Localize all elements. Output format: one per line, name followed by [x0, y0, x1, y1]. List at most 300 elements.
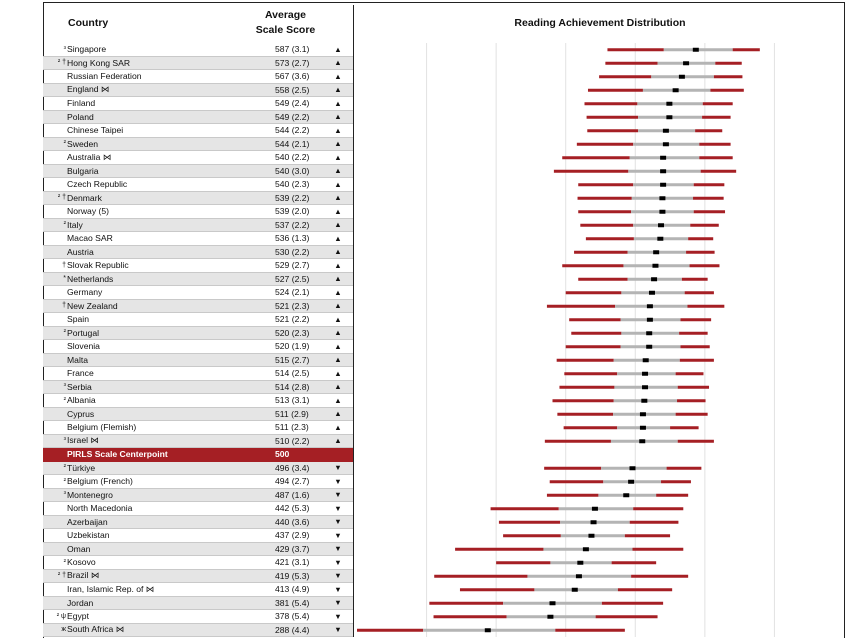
row-country: Sweden	[67, 138, 99, 149]
up-triangle-icon: ▲	[334, 193, 342, 203]
row-country: Netherlands	[67, 273, 114, 284]
mean-marker	[549, 601, 555, 605]
row-note: *	[63, 275, 66, 283]
percentile-band-high	[679, 332, 708, 335]
down-triangle-icon: ▼	[334, 584, 342, 594]
table-row	[43, 516, 353, 530]
mean-marker	[592, 507, 598, 511]
table-row	[43, 489, 353, 503]
row-country: New Zealand	[67, 300, 118, 311]
row-country: England ⋈	[67, 84, 110, 95]
mean-marker	[663, 142, 669, 146]
row-note: ³	[63, 383, 66, 391]
percentile-band-low	[566, 345, 621, 348]
mean-marker	[588, 534, 594, 538]
percentile-band-low	[547, 305, 615, 308]
row-score: 549 (2.2)	[275, 111, 310, 122]
row-score: 539 (2.0)	[275, 206, 310, 217]
mean-marker	[660, 156, 666, 160]
row-country: Belgium (Flemish)	[67, 422, 137, 433]
down-triangle-icon: ▼	[334, 517, 342, 527]
row-score: 573 (2.7)	[275, 57, 310, 68]
percentile-band-low	[587, 116, 638, 119]
row-score: 511 (2.9)	[275, 408, 309, 419]
row-score: 540 (2.3)	[275, 179, 310, 190]
percentile-band-high	[690, 224, 719, 227]
row-country: Slovak Republic	[67, 260, 129, 271]
up-triangle-icon: ▲	[334, 368, 342, 378]
row-country: Iran, Islamic Rep. of ⋈	[67, 583, 155, 594]
row-note: ³	[63, 45, 66, 53]
table-row	[43, 556, 353, 570]
row-score: 437 (2.9)	[275, 530, 310, 541]
mean-marker	[660, 183, 666, 187]
up-triangle-icon: ▲	[334, 287, 342, 297]
percentile-band-high	[701, 170, 736, 173]
row-note: ²	[63, 396, 66, 404]
percentile-band-low	[577, 143, 633, 146]
percentile-band-high	[656, 494, 688, 497]
mean-marker	[640, 412, 646, 416]
table-row	[43, 300, 353, 314]
percentile-band-high	[699, 156, 732, 159]
row-country: PIRLS Scale Centerpoint	[67, 449, 168, 460]
row-score: 494 (2.7)	[275, 476, 310, 487]
mean-marker	[485, 628, 491, 632]
mean-marker	[647, 318, 653, 322]
row-score: 540 (3.0)	[275, 165, 310, 176]
row-score: 413 (4.9)	[275, 584, 310, 595]
table-row	[43, 111, 353, 125]
down-triangle-icon: ▼	[334, 571, 342, 581]
percentile-band-high	[667, 467, 702, 470]
row-note: ² ψ	[56, 612, 66, 620]
up-triangle-icon: ▲	[334, 152, 342, 162]
row-country: Slovenia	[67, 341, 100, 352]
percentile-band-low	[580, 224, 633, 227]
percentile-band-low	[584, 102, 637, 105]
row-score: 514 (2.5)	[275, 368, 310, 379]
row-country: Malta	[67, 354, 89, 365]
table-row	[43, 543, 353, 557]
up-triangle-icon: ▲	[334, 71, 342, 81]
row-country: France	[67, 368, 94, 379]
percentile-band-high	[687, 305, 724, 308]
table-row	[43, 84, 353, 98]
down-triangle-icon: ▼	[334, 503, 342, 513]
table-row	[43, 259, 353, 273]
row-score: 515 (2.7)	[275, 354, 310, 365]
percentile-band-low	[544, 467, 601, 470]
up-triangle-icon: ▲	[334, 328, 342, 338]
top-rule	[43, 2, 844, 3]
row-score: 537 (2.2)	[275, 219, 310, 230]
row-country: Bulgaria	[67, 165, 99, 176]
percentile-band-high	[715, 62, 741, 65]
table-row	[43, 367, 353, 381]
percentile-band-high	[682, 278, 708, 281]
percentile-band-high	[630, 521, 679, 524]
header-distribution: Reading Achievement Distribution	[514, 17, 686, 29]
percentile-band-high	[688, 237, 713, 240]
percentile-band-low	[564, 372, 617, 375]
up-triangle-icon: ▲	[334, 301, 342, 311]
row-country: North Macedonia	[67, 503, 133, 514]
up-triangle-icon: ▲	[334, 355, 342, 365]
row-country: Portugal	[67, 327, 100, 338]
down-triangle-icon: ▼	[334, 490, 342, 500]
row-note: ² †	[57, 194, 66, 202]
row-country: Italy	[67, 219, 83, 230]
row-country: Australia ⋈	[67, 151, 112, 162]
row-country: Belgium (French)	[67, 476, 133, 487]
mean-marker	[663, 129, 669, 133]
row-country: Cyprus	[67, 408, 95, 419]
up-triangle-icon: ▲	[334, 233, 342, 243]
row-country: Austria	[67, 246, 94, 257]
row-country: Uzbekistan	[67, 530, 110, 541]
mean-marker	[641, 399, 647, 403]
percentile-band-low	[588, 89, 643, 92]
mean-marker	[657, 237, 663, 241]
row-country: South Africa ⋈	[67, 624, 125, 635]
row-country: Kosovo	[67, 557, 96, 568]
row-score: 421 (3.1)	[275, 557, 310, 568]
header-average-scale-score	[238, 8, 333, 38]
row-score: 549 (2.4)	[275, 98, 310, 109]
mean-marker	[666, 115, 672, 119]
row-score: 511 (2.3)	[275, 422, 309, 433]
row-country: Czech Republic	[67, 179, 128, 190]
centerpoint-row	[43, 448, 353, 462]
row-score: 513 (3.1)	[275, 395, 310, 406]
up-triangle-icon: ▲	[334, 98, 342, 108]
percentile-band-high	[685, 291, 714, 294]
percentile-band-low	[557, 359, 614, 362]
up-triangle-icon: ▲	[334, 112, 342, 122]
percentile-band-low	[557, 413, 613, 416]
down-triangle-icon: ▼	[334, 625, 342, 635]
row-note: ²	[63, 477, 66, 485]
percentile-band-high	[678, 386, 709, 389]
down-triangle-icon: ▼	[334, 611, 342, 621]
table-row	[43, 408, 353, 422]
row-note: ² †	[57, 572, 66, 580]
row-score: 520 (2.3)	[275, 327, 310, 338]
mean-marker	[647, 304, 653, 308]
row-country: Denmark	[67, 192, 102, 203]
percentile-band-high	[625, 534, 670, 537]
mean-marker	[666, 102, 672, 106]
table-row	[43, 475, 353, 489]
row-score: 530 (2.2)	[275, 246, 310, 257]
percentile-band-low	[503, 534, 561, 537]
up-triangle-icon: ▲	[334, 139, 342, 149]
mean-marker	[642, 372, 648, 376]
table-row	[43, 502, 353, 516]
mean-marker	[623, 493, 629, 497]
percentile-band-low	[429, 602, 503, 605]
row-score: 529 (2.7)	[275, 260, 310, 271]
row-note: ³	[63, 437, 66, 445]
percentile-band-high	[677, 399, 706, 402]
mean-marker	[640, 426, 646, 430]
percentile-band-high	[681, 345, 710, 348]
mean-marker	[591, 520, 597, 524]
mean-marker	[693, 48, 699, 52]
table-row	[43, 124, 353, 138]
percentile-band-low	[357, 629, 423, 632]
down-triangle-icon: ▼	[334, 530, 342, 540]
row-score: 288 (4.4)	[275, 624, 310, 635]
table-row	[43, 462, 353, 476]
up-triangle-icon: ▲	[334, 422, 342, 432]
row-score: 527 (2.5)	[275, 273, 310, 284]
table-row	[43, 97, 353, 111]
header-country: Country	[68, 17, 109, 29]
mean-marker	[646, 345, 652, 349]
row-country: Oman	[67, 543, 91, 554]
down-triangle-icon: ▼	[334, 557, 342, 567]
percentile-band-low	[559, 386, 614, 389]
percentile-band-low	[587, 129, 638, 132]
percentile-band-low	[499, 521, 560, 524]
row-score: 500	[275, 449, 290, 460]
mean-marker	[639, 439, 645, 443]
row-score: 539 (2.2)	[275, 192, 310, 203]
row-country: Hong Kong SAR	[67, 57, 131, 68]
mean-marker	[659, 210, 665, 214]
percentile-band-low	[496, 561, 550, 564]
row-score: 487 (1.6)	[275, 489, 310, 500]
percentile-band-low	[566, 291, 622, 294]
row-score: 587 (3.1)	[275, 44, 310, 55]
table-row	[43, 354, 353, 368]
up-triangle-icon: ▲	[334, 179, 342, 189]
row-country: Jordan	[67, 597, 94, 608]
table-row	[43, 313, 353, 327]
row-country: Serbia	[67, 381, 92, 392]
table-row	[43, 340, 353, 354]
table-row	[43, 192, 353, 206]
row-country: Brazil ⋈	[67, 570, 100, 581]
percentile-band-low	[491, 507, 559, 510]
row-score: 442 (5.3)	[275, 503, 310, 514]
mean-marker	[572, 588, 578, 592]
percentile-band-low	[434, 615, 507, 618]
down-triangle-icon: ▼	[334, 463, 342, 473]
row-score: 544 (2.1)	[275, 138, 310, 149]
percentile-band-low	[569, 318, 620, 321]
percentile-band-high	[612, 561, 657, 564]
percentile-band-high	[596, 615, 658, 618]
percentile-band-high	[694, 183, 725, 186]
up-triangle-icon: ▲	[334, 395, 342, 405]
percentile-band-low	[599, 75, 651, 78]
mean-marker	[547, 615, 553, 619]
table-row	[43, 529, 353, 543]
percentile-band-high	[661, 480, 691, 483]
row-note: †	[62, 261, 66, 269]
up-triangle-icon: ▲	[334, 247, 342, 257]
mean-marker	[583, 547, 589, 551]
row-score: 496 (3.4)	[275, 462, 310, 473]
percentile-band-high	[681, 318, 712, 321]
down-triangle-icon: ▼	[334, 598, 342, 608]
mean-marker	[659, 196, 665, 200]
row-score: 558 (2.5)	[275, 84, 310, 95]
table-row	[43, 273, 353, 287]
percentile-band-high	[678, 440, 714, 443]
row-score: 520 (1.9)	[275, 341, 310, 352]
percentile-band-high	[618, 588, 672, 591]
up-triangle-icon: ▲	[334, 436, 342, 446]
mean-marker	[643, 358, 649, 362]
percentile-band-high	[693, 197, 724, 200]
up-triangle-icon: ▲	[334, 85, 342, 95]
up-triangle-icon: ▲	[334, 166, 342, 176]
row-score: 419 (5.3)	[275, 570, 310, 581]
percentile-band-low	[545, 440, 611, 443]
percentile-band-high	[555, 629, 625, 632]
row-score: 521 (2.2)	[275, 314, 310, 325]
row-country: Montenegro	[67, 489, 113, 500]
row-note: ²	[63, 558, 66, 566]
mean-marker	[576, 574, 582, 578]
mean-marker	[651, 277, 657, 281]
percentile-band-low	[578, 210, 631, 213]
percentile-band-high	[680, 359, 714, 362]
row-country: Albania	[67, 395, 96, 406]
distribution-chart	[357, 43, 844, 637]
table-row	[43, 570, 353, 584]
percentile-band-high	[690, 264, 720, 267]
row-note: ²	[63, 329, 66, 337]
percentile-band-high	[710, 89, 743, 92]
percentile-band-low	[562, 156, 629, 159]
mean-marker	[642, 385, 648, 389]
row-country: Finland	[67, 98, 96, 109]
row-country: Azerbaijan	[67, 516, 108, 527]
row-score: 540 (2.2)	[275, 152, 310, 163]
row-score: 567 (3.6)	[275, 71, 310, 82]
down-triangle-icon: ▼	[334, 544, 342, 554]
mean-marker	[683, 61, 689, 65]
table-row	[43, 435, 353, 449]
percentile-band-low	[554, 170, 628, 173]
mean-marker	[649, 291, 655, 295]
row-score: 536 (1.3)	[275, 233, 310, 244]
percentile-band-high	[633, 548, 684, 551]
row-country: Russian Federation	[67, 71, 142, 82]
row-note: ² †	[57, 59, 66, 67]
table-row	[43, 205, 353, 219]
row-score: 524 (2.1)	[275, 287, 310, 298]
table-row	[43, 165, 353, 179]
row-score: 440 (3.6)	[275, 516, 310, 527]
mean-marker	[673, 88, 679, 92]
percentile-band-high	[699, 143, 730, 146]
row-note: ²	[63, 221, 66, 229]
mean-marker	[652, 264, 658, 268]
row-score: 429 (3.7)	[275, 543, 310, 554]
row-country: Norway (5)	[67, 206, 110, 217]
percentile-band-low	[574, 251, 628, 254]
table-row	[43, 421, 353, 435]
row-country: Spain	[67, 314, 89, 325]
table-row	[43, 583, 353, 597]
percentile-band-high	[670, 426, 699, 429]
percentile-band-low	[586, 237, 634, 240]
percentile-band-low	[562, 264, 623, 267]
up-triangle-icon: ▲	[334, 260, 342, 270]
row-score: 544 (2.2)	[275, 125, 310, 136]
percentile-band-high	[676, 372, 704, 375]
row-score: 381 (5.4)	[275, 597, 310, 608]
country-table	[43, 43, 353, 637]
percentile-band-low	[550, 480, 604, 483]
percentile-band-high	[631, 575, 688, 578]
row-note: †	[62, 302, 66, 310]
up-triangle-icon: ▲	[334, 44, 342, 54]
up-triangle-icon: ▲	[334, 125, 342, 135]
percentile-band-low	[578, 183, 633, 186]
percentile-band-low	[547, 494, 598, 497]
table-row	[43, 219, 353, 233]
up-triangle-icon: ▲	[334, 409, 342, 419]
row-note: ²	[63, 464, 66, 472]
percentile-band-low	[455, 548, 543, 551]
down-triangle-icon: ▼	[334, 476, 342, 486]
percentile-band-low	[571, 332, 621, 335]
percentile-band-low	[578, 278, 627, 281]
table-row	[43, 70, 353, 84]
percentile-band-high	[602, 602, 663, 605]
up-triangle-icon: ▲	[334, 314, 342, 324]
percentile-band-high	[703, 102, 733, 105]
percentile-band-high	[695, 129, 722, 132]
table-row	[43, 151, 353, 165]
percentile-band-high	[733, 48, 760, 51]
row-country: Türkiye	[67, 462, 96, 473]
percentile-band-high	[686, 251, 715, 254]
table-row	[43, 394, 353, 408]
mean-marker	[679, 75, 685, 79]
percentile-band-low	[605, 62, 657, 65]
row-country: Macao SAR	[67, 233, 113, 244]
row-score: 514 (2.8)	[275, 381, 310, 392]
up-triangle-icon: ▲	[334, 220, 342, 230]
mean-marker	[630, 466, 636, 470]
row-country: Singapore	[67, 44, 107, 55]
header-score-line2: Scale Score	[255, 24, 316, 36]
percentile-band-low	[434, 575, 527, 578]
mean-marker	[653, 250, 659, 254]
row-score: 521 (2.3)	[275, 300, 310, 311]
percentile-band-low	[552, 399, 613, 402]
row-country: Israel ⋈	[67, 435, 99, 446]
mean-marker	[646, 331, 652, 335]
row-note: ³	[63, 491, 66, 499]
percentile-band-high	[676, 413, 708, 416]
up-triangle-icon: ▲	[334, 206, 342, 216]
header-score-line1: Average	[264, 9, 307, 21]
percentile-band-high	[702, 116, 731, 119]
table-row	[43, 178, 353, 192]
column-separator	[353, 5, 354, 637]
mean-marker	[577, 561, 583, 565]
percentile-band-high	[714, 75, 743, 78]
